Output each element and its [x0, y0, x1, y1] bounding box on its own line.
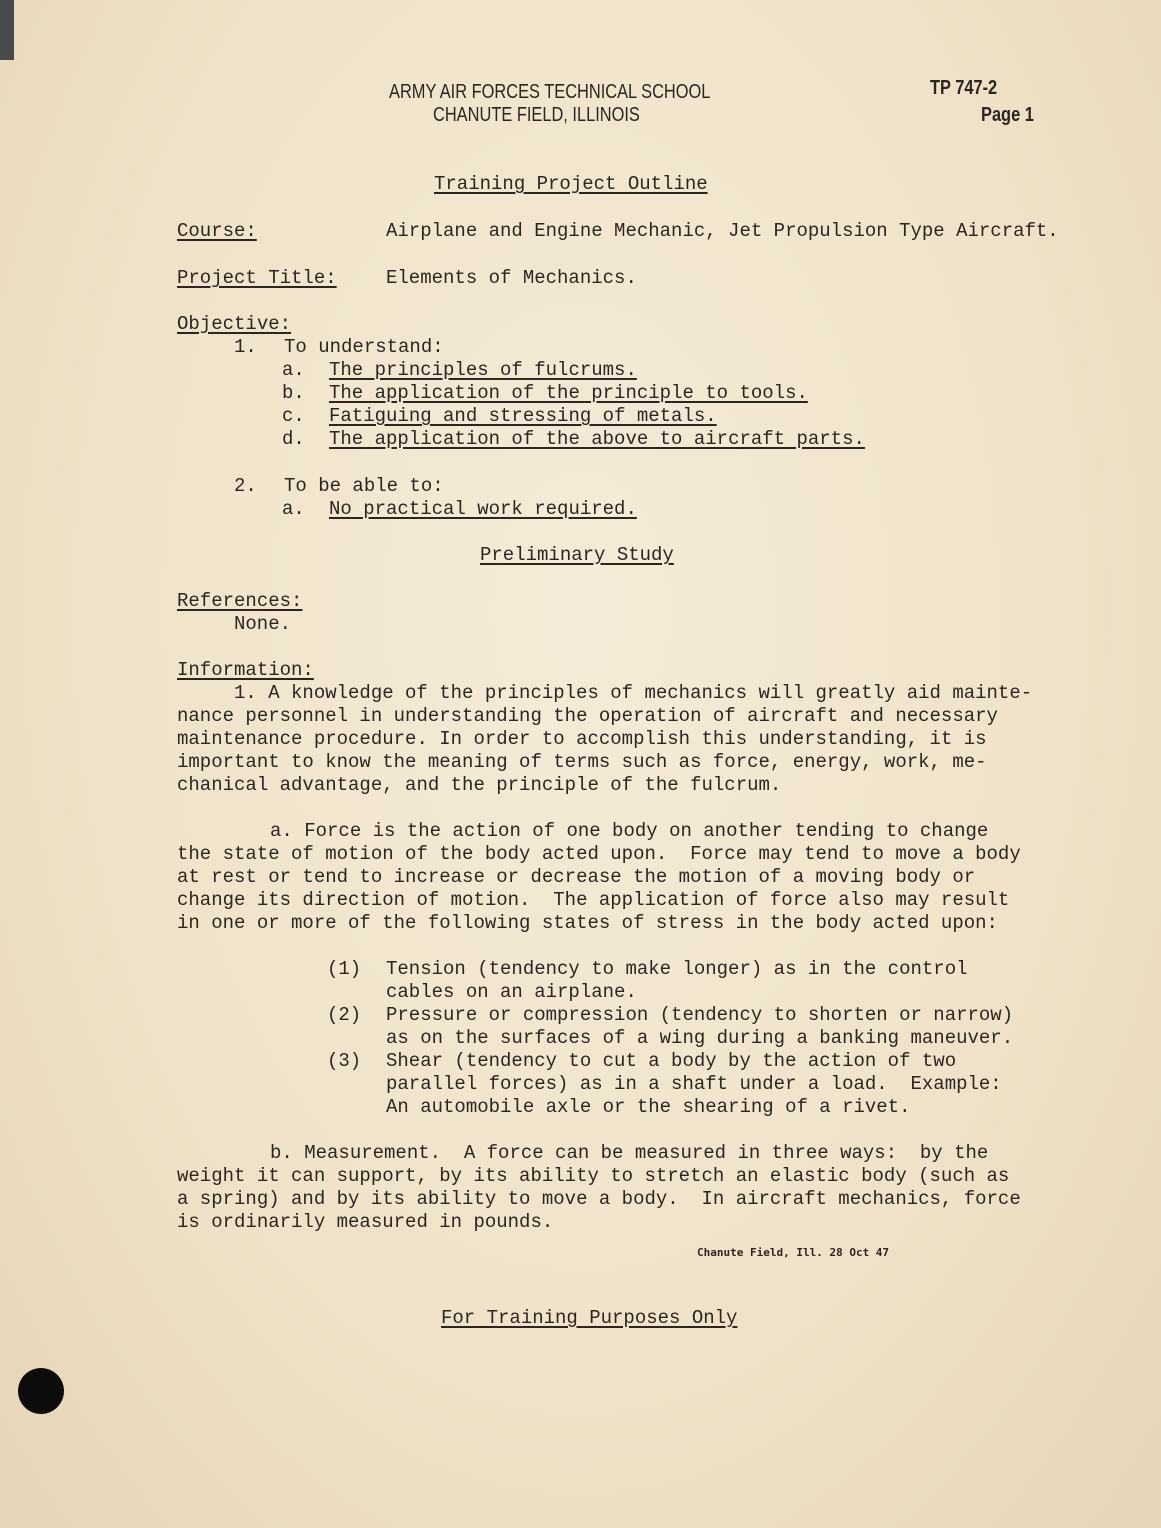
preliminary-study-heading: Preliminary Study [480, 544, 674, 566]
page-number: Page 1 [981, 104, 1034, 126]
stress-num: (3) [327, 1050, 362, 1072]
objective-item: Fatiguing and stressing of metals. [329, 405, 717, 427]
information-label: Information: [177, 659, 314, 681]
paragraph-line: change its direction of motion. The application of force also may result [177, 889, 1010, 911]
course-label: Course: [177, 220, 257, 242]
stress-line: Pressure or compression (tendency to shorten or narrow) [386, 1004, 1014, 1026]
stress-line: parallel forces) as in a shaft under a load. Example: [386, 1073, 1002, 1095]
objective-letter: b. [282, 382, 305, 404]
stress-line: cables on an airplane. [386, 981, 637, 1003]
paragraph-line: maintenance procedure. In order to accomplish this understanding, it is [177, 728, 987, 750]
punch-hole [18, 1368, 64, 1414]
objective-item: No practical work required. [329, 498, 637, 520]
stress-num: (2) [327, 1004, 362, 1026]
school-location: CHANUTE FIELD, ILLINOIS [433, 104, 640, 126]
paragraph-line: a. Force is the action of one body on another tending to change [270, 820, 989, 842]
doc-number: TP 747-2 [930, 77, 998, 99]
paragraph-line: important to know the meaning of terms such as force, energy, work, me- [177, 751, 987, 773]
objective-num: 1. [234, 336, 257, 358]
paragraph-line: nance personnel in understanding the operation of aircraft and necessary [177, 705, 998, 727]
references-label: References: [177, 590, 303, 612]
objective-letter: a. [282, 498, 305, 520]
project-title-value: Elements of Mechanics. [386, 267, 637, 289]
stress-num: (1) [327, 958, 362, 980]
document-title: Training Project Outline [434, 173, 708, 195]
paragraph-line: is ordinarily measured in pounds. [177, 1211, 554, 1233]
paragraph-line: 1. A knowledge of the principles of mechanics will greatly aid mainte- [234, 682, 1033, 704]
course-value: Airplane and Engine Mechanic, Jet Propulsion Type Aircraft. [386, 220, 1059, 242]
objective-num: 2. [234, 475, 257, 497]
objective-item: The application of the above to aircraft parts. [329, 428, 865, 450]
paragraph-line: chanical advantage, and the principle of the fulcrum. [177, 774, 782, 796]
school-name: ARMY AIR FORCES TECHNICAL SCHOOL [389, 81, 711, 103]
paragraph-line: the state of motion of the body acted upon. Force may tend to move a body [177, 843, 1021, 865]
paragraph-line: b. Measurement. A force can be measured in three ways: by the [270, 1142, 989, 1164]
scan-edge [0, 0, 14, 60]
stress-line: An automobile axle or the shearing of a rivet. [386, 1096, 911, 1118]
paragraph-line: weight it can support, by its ability to stretch an elastic body (such as [177, 1165, 1010, 1187]
objective-label: Objective: [177, 313, 292, 335]
print-stamp: Chanute Field, Ill. 28 Oct 47 [697, 1246, 890, 1259]
objective-heading: To be able to: [284, 475, 444, 497]
paragraph-line: in one or more of the following states of stress in the body acted upon: [177, 912, 998, 934]
objective-letter: d. [282, 428, 305, 450]
objective-letter: a. [282, 359, 305, 381]
objective-item: The application of the principle to tools. [329, 382, 808, 404]
objective-item: The principles of fulcrums. [329, 359, 637, 381]
stress-line: as on the surfaces of a wing during a banking maneuver. [386, 1027, 1014, 1049]
paragraph-line: a spring) and by its ability to move a body. In aircraft mechanics, force [177, 1188, 1021, 1210]
objective-heading: To understand: [284, 336, 444, 358]
project-title-label: Project Title: [177, 267, 337, 289]
stress-line: Tension (tendency to make longer) as in the control [386, 958, 968, 980]
objective-letter: c. [282, 405, 305, 427]
references-value: None. [234, 613, 292, 635]
paragraph-line: at rest or tend to increase or decrease the motion of a moving body or [177, 866, 976, 888]
stress-line: Shear (tendency to cut a body by the action of two [386, 1050, 957, 1072]
footer-notice: For Training Purposes Only [441, 1307, 738, 1329]
